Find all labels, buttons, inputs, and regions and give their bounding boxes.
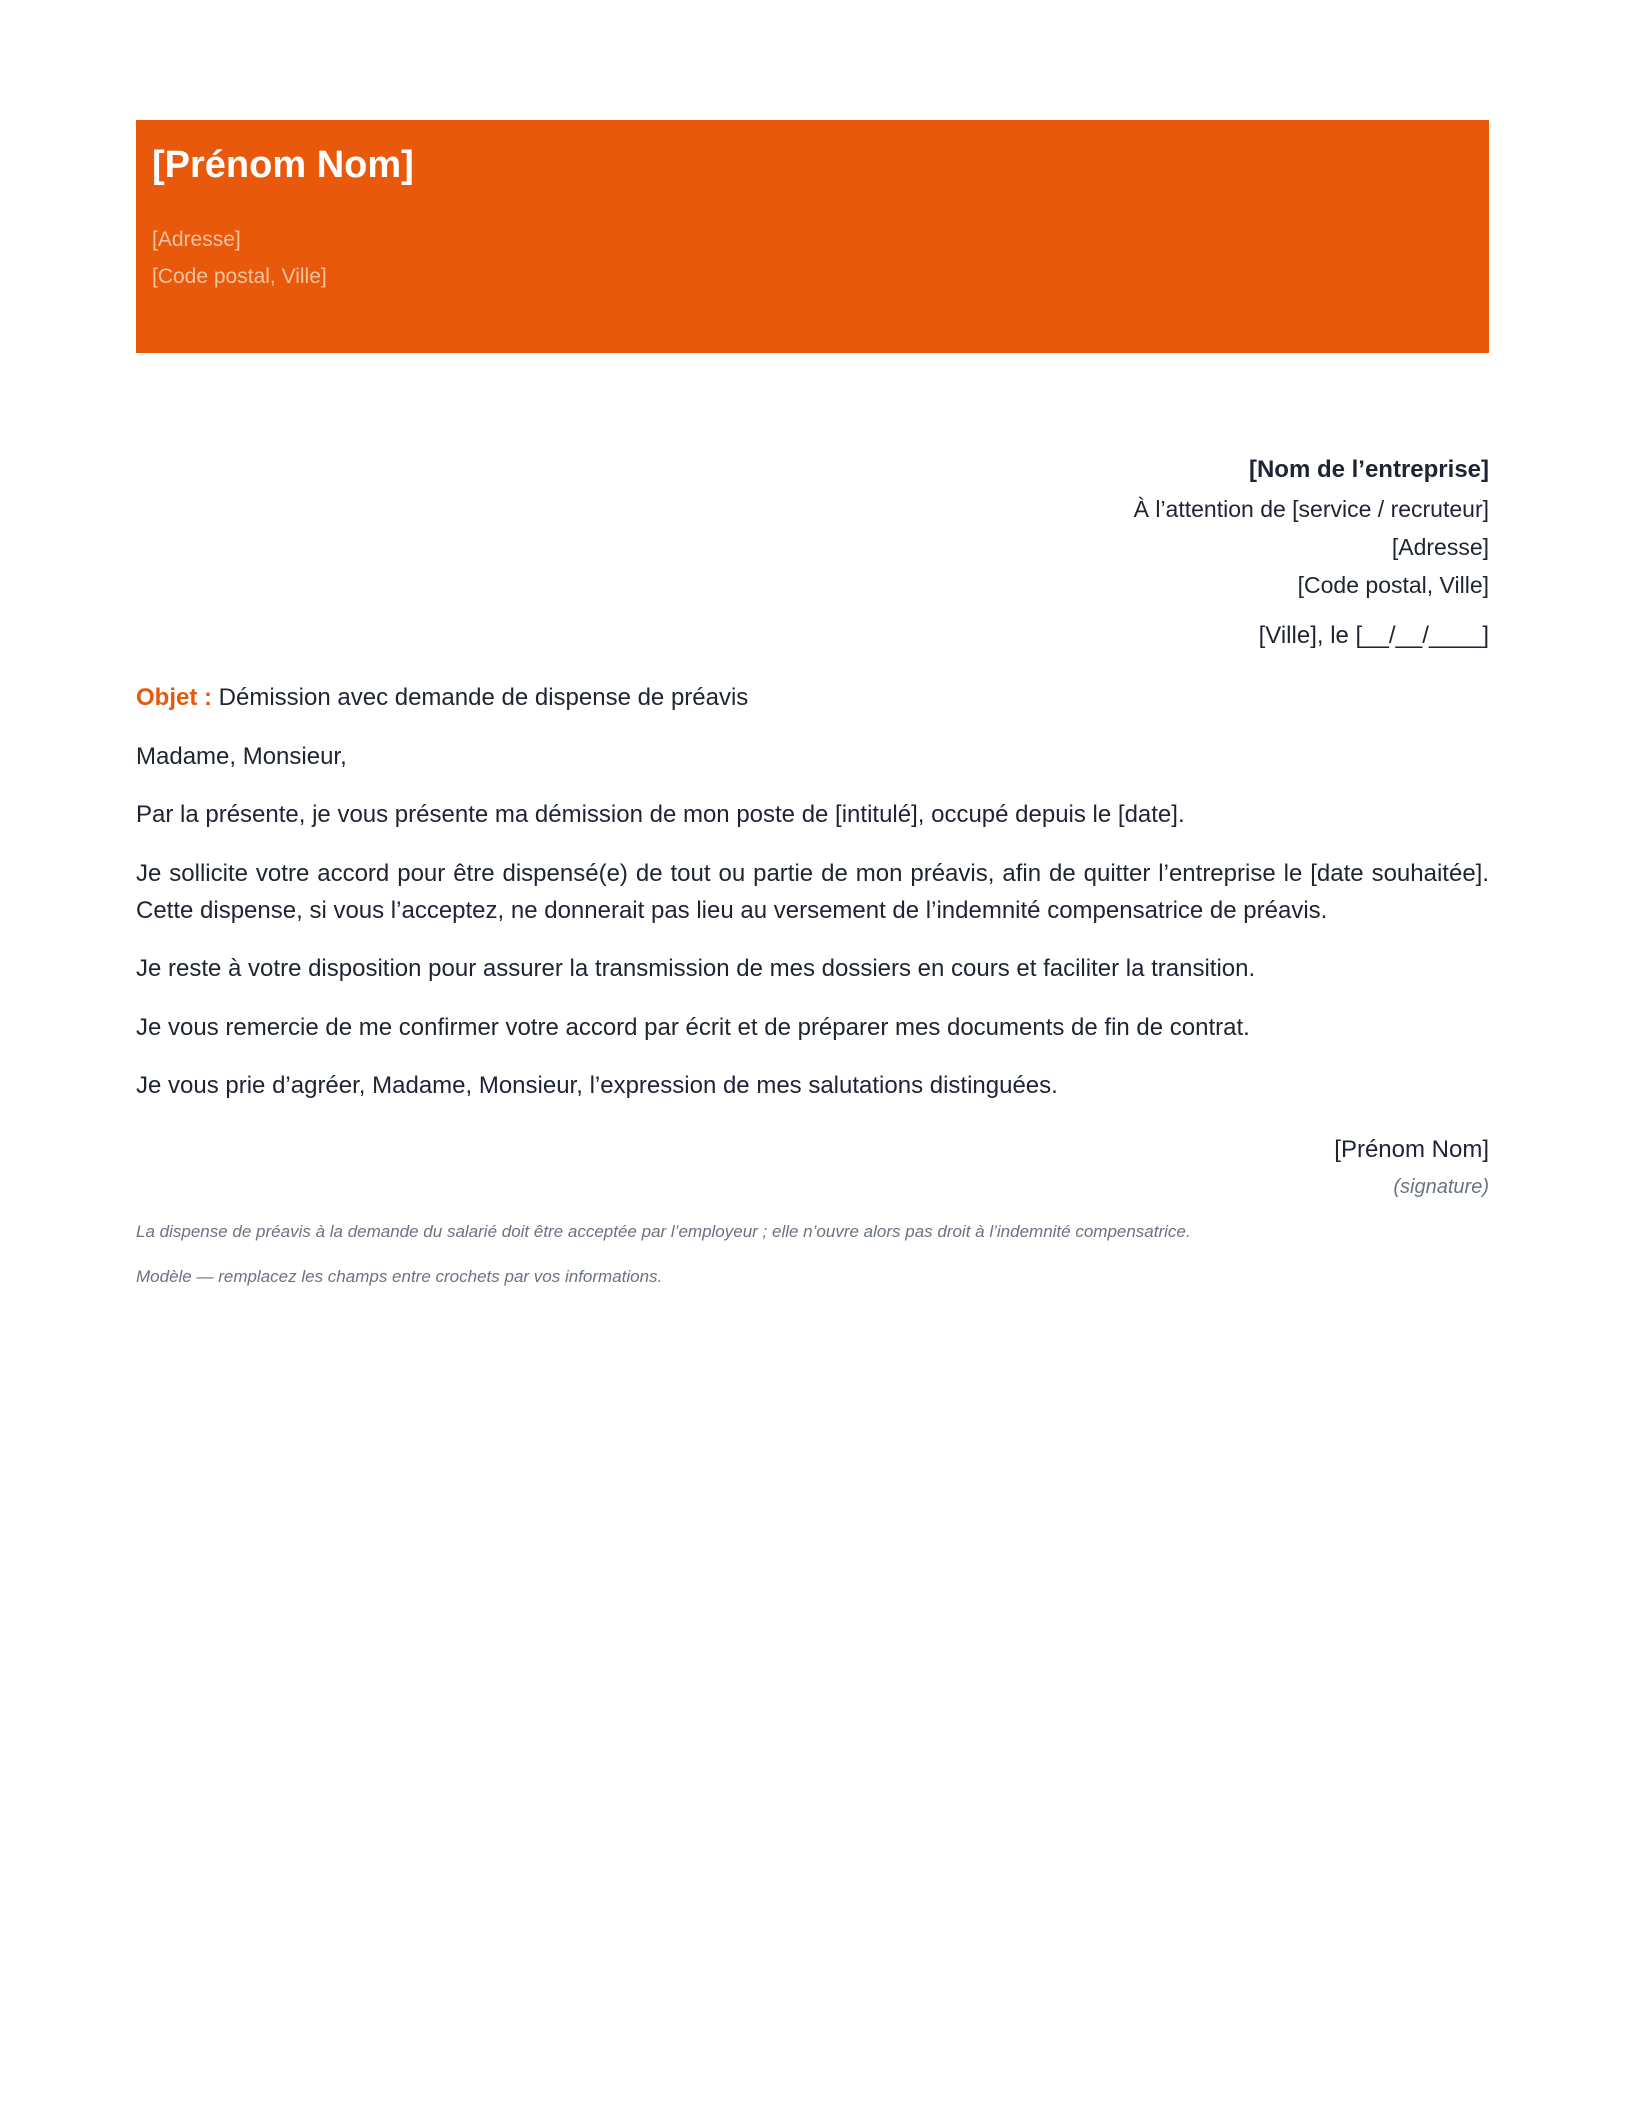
subject-label: Objet : (136, 684, 212, 711)
subject-line (136, 679, 1489, 716)
subject-text: Démission avec demande de dispense de préavis (212, 684, 749, 711)
closing-formula: Je vous prie d’agréer, Madame, Monsieur, l’expression de mes salutations distinguées. (136, 1072, 1058, 1099)
signature-label: (signature) (1393, 1176, 1489, 1198)
sender-name: [Prénom Nom] (152, 144, 414, 186)
sender-postal-city: [Code postal, Ville] (152, 265, 327, 288)
paragraph-resignation: Par la présente, je vous présente ma démission de mon poste de [intitulé], occupé depuis le [date]. (136, 801, 1185, 828)
paragraph-notice-waiver: Je sollicite votre accord pour être dispensé(e) de tout ou partie de mon préavis, afin de quitter l’entreprise le [date souhaitée]. Cette dispense, si vous l’acceptez, ne donnerait pas lieu au versement de l’indemnité compensatrice de préavis. (136, 860, 1489, 924)
sender-header-banner (136, 120, 1489, 353)
recipient-company: [Nom de l’entreprise] (1248, 456, 1489, 483)
paragraph-handover: Je reste à votre disposition pour assurer la transmission de mes dossiers en cours et faciliter la transition. (136, 955, 1256, 982)
paragraph-confirmation: Je vous remercie de me confirmer votre accord par écrit et de préparer mes documents de fin de contrat. (136, 1014, 1250, 1041)
sender-address: [Adresse] (152, 228, 241, 251)
salutation: Madame, Monsieur, (136, 743, 347, 770)
recipient-address: [Adresse] (1391, 534, 1489, 560)
legal-note: La dispense de préavis à la demande du salarié doit être acceptée par l’employeur ; elle n’ouvre alors pas droit à l’indemnité compensatrice. (136, 1222, 1191, 1241)
template-note: Modèle — remplacez les champs entre crochets par vos informations. (136, 1267, 663, 1286)
recipient-postal-city: [Code postal, Ville] (1297, 572, 1489, 598)
place-date-line: [Ville], le [__/__/____] (1258, 622, 1489, 649)
recipient-attention: À l’attention de [service / recruteur] (1133, 496, 1489, 522)
signature-name: [Prénom Nom] (1334, 1136, 1489, 1163)
